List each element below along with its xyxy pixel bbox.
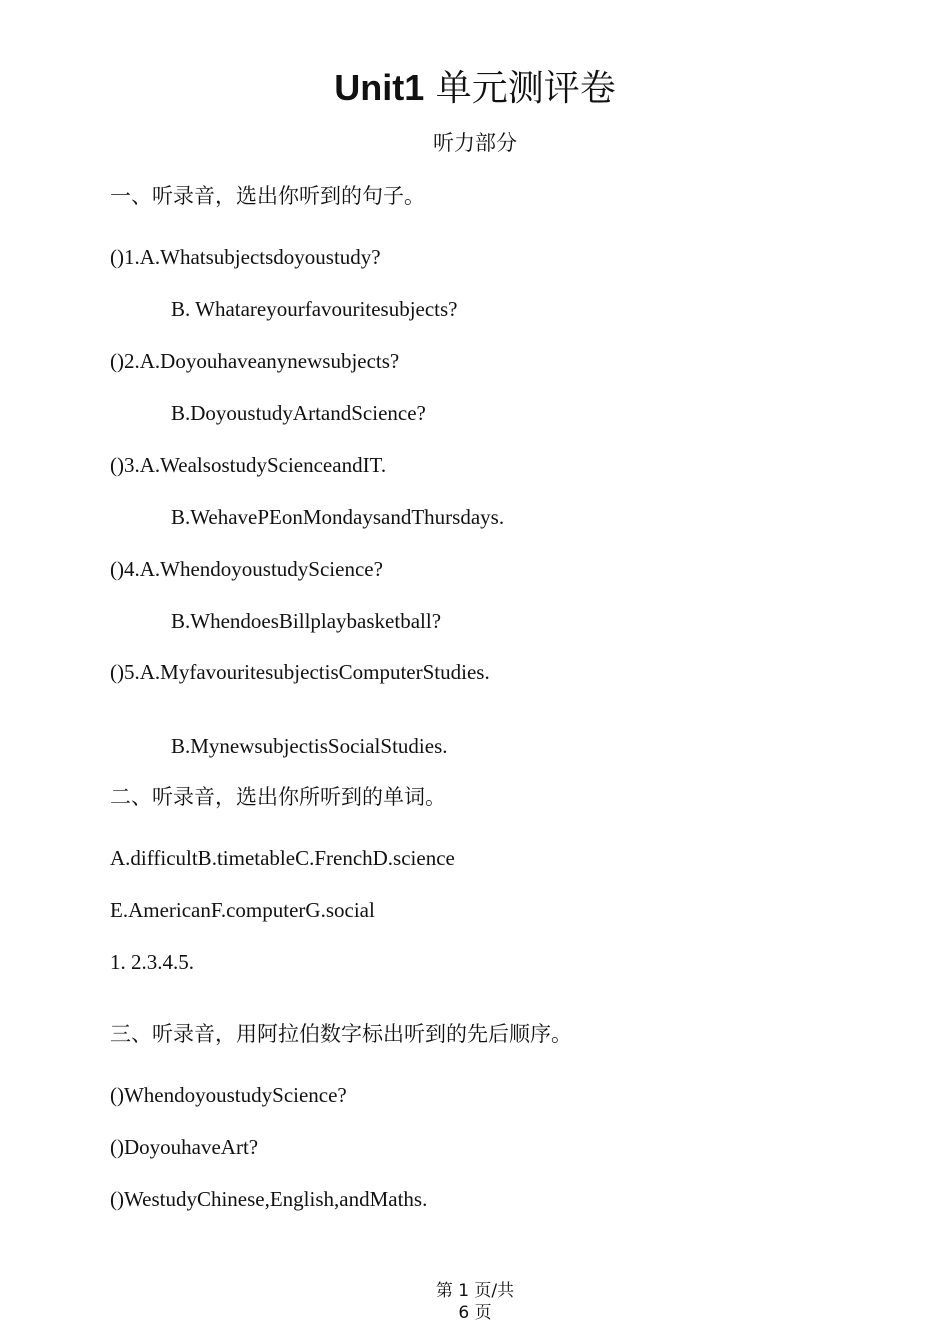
question4-option-b: B.WhendoesBillplaybasketball? — [171, 609, 442, 633]
order-sentence-2: ()DoyouhaveArt? — [110, 1135, 259, 1159]
order-sentence-1: ()WhendoyoustudyScience? — [110, 1083, 347, 1107]
question5-option-b: B.MynewsubjectisSocialStudies. — [171, 734, 448, 758]
section-subtitle: 听力部分 — [433, 131, 517, 155]
title-test-name: 单元测评卷 — [435, 68, 616, 109]
page-number-line1: 第 1 页/共 — [435, 1281, 515, 1301]
word-options-line2: E.AmericanF.computerG.social — [110, 898, 375, 922]
order-sentence-3: ()WestudyChinese,English,andMaths. — [110, 1187, 428, 1211]
question3-option-a: ()3.A.WealsostudyScienceandIT. — [110, 453, 387, 477]
question4-option-a: ()4.A.WhendoyoustudyScience? — [110, 557, 383, 581]
question5-option-a: ()5.A.MyfavouritesubjectisComputerStudies. — [110, 660, 490, 684]
question2-option-a: ()2.A.Doyouhaveanynewsubjects? — [110, 349, 400, 373]
section3-heading: 三、听录音，用阿拉伯数字标出听到的先后顺序。 — [110, 1022, 572, 1046]
question3-option-b: B.WehavePEonMondaysandThursdays. — [171, 505, 505, 529]
page-title — [0, 66, 950, 111]
section2-heading: 二、听录音，选出你所听到的单词。 — [110, 785, 446, 809]
word-options-line1: A.difficultB.timetableC.FrenchD.science — [110, 846, 455, 870]
question1-option-a: ()1.A.Whatsubjectsdoyoustudy? — [110, 245, 381, 269]
question1-option-b: B. Whatareyourfavouritesubjects? — [171, 297, 458, 321]
question2-option-b: B.DoyoustudyArtandScience? — [171, 401, 426, 425]
page-number-line2: 6 页 — [458, 1303, 492, 1323]
section1-heading: 一、听录音，选出你听到的句子。 — [110, 184, 425, 208]
title-unit: Unit1 — [334, 67, 425, 108]
page-number — [0, 1280, 950, 1324]
answer-blanks: 1. 2.3.4.5. — [110, 950, 194, 974]
